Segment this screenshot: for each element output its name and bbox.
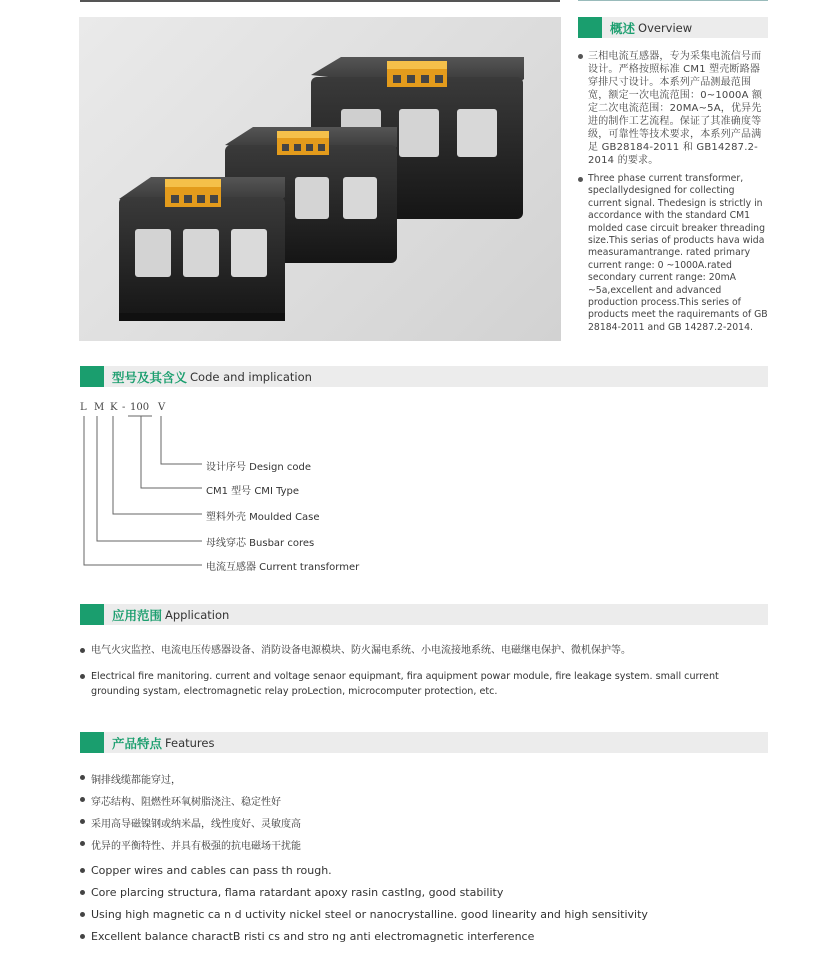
- connector-design-code: [161, 416, 202, 464]
- feature-en-4: Excellent balance charactB risti cs and stro ng anti electromagnetic interference: [80, 930, 534, 943]
- code-char-K: K: [110, 402, 118, 413]
- section-marker: [80, 604, 104, 625]
- features-title-cn: 产品特点: [112, 735, 163, 751]
- connector-current-transformer: [84, 416, 202, 565]
- application-title-cn: 应用范围: [112, 607, 163, 623]
- overview-title-en: Overview: [638, 20, 693, 35]
- feature-cn-4: 优异的平衡特性、并具有极强的抗电磁场干扰能: [80, 837, 301, 852]
- features-title-en: Features: [165, 735, 215, 750]
- application-title-en: Application: [165, 607, 230, 622]
- code-char-dash: -: [122, 402, 126, 413]
- code-title-cn: 型号及其含义: [112, 369, 188, 385]
- connector-moulded-case: [113, 416, 202, 514]
- features-header: [80, 732, 768, 753]
- application-header: [80, 604, 768, 625]
- feature-cn-2: 穿芯结构、阻燃性环氧树脂浇注、稳定性好: [80, 793, 281, 808]
- overview-title-cn: 概述: [610, 20, 636, 36]
- application-item-en: Electrical fire manitoring. current and voltage senaor equipmant, fira aquipment powar module, fire leakage system. small current grounding systam, electromagnetic relay proLection, microcomputer protection, etc.: [80, 669, 770, 699]
- section-marker: [80, 732, 104, 753]
- code-title-en: Code and implication: [190, 369, 312, 384]
- code-char-L: L: [80, 402, 87, 413]
- code-label-busbar: 母线穿芯 Busbar cores: [206, 538, 315, 549]
- overview-paragraph-en: Three phase current transformer, speclallydesigned for collecting current signal. Thedesign is strictly in accordance with the standard CM1 molded case circuit breaker threading size.This serias of products hava wida measuramantrange. rated primary current range: 0 ~1000A.rated secondary current range: 20mA ~5a,excellent and advanced production process.This series of products meet the raquiremants of GB 28184-2011 and GB 14287.2-2014.: [578, 173, 770, 334]
- feature-en-3: Using high magnetic ca n d uctivity nickel steel or nanocrystalline. good linearity and high sensitivity: [80, 908, 648, 921]
- connector-cm1-type: [141, 416, 202, 488]
- feature-en-1: Copper wires and cables can pass th rough.: [80, 864, 332, 877]
- overview-paragraph-cn: 三相电流互感器，专为采集电流信号而设计。严格按照标准 CM1 塑壳断路器穿排尺寸设计。本系列产品测最范围宽，额定一次电流范围：0~1000A 额定二次电流范围：20MA~5A，优异先进的制作工艺流程。保证了其准确度等级，可靠性等技术要求，本系列产品满足 GB28184-2011 和 GB14287.2-2014 的要求。: [578, 50, 770, 167]
- code-label-case: 塑料外壳 Moulded Case: [206, 512, 320, 523]
- feature-cn-3: 采用高导磁镍钢或纳米晶，线性度好、灵敏度高: [80, 815, 301, 830]
- code-char-V: V: [158, 402, 166, 413]
- feature-en-2: Core plarcing structura, flama ratardant apoxy rasin castIng, good stability: [80, 886, 503, 899]
- feature-cn-1: 铜排线缆都能穿过，: [80, 771, 181, 786]
- code-label-type: CM1 型号 CMI Type: [206, 486, 300, 497]
- code-label-transformer: 电流互感器 Current transformer: [206, 562, 360, 573]
- code-label-design: 设计序号 Design code: [206, 462, 311, 473]
- code-char-100: 100: [130, 402, 150, 413]
- code-char-M: M: [94, 402, 105, 413]
- application-item-cn: 电气火灾监控、电流电压传感器设备、消防设备电源模块、防火漏电系统、小电流接地系统、电磁继电保护、微机保护等。: [80, 643, 770, 658]
